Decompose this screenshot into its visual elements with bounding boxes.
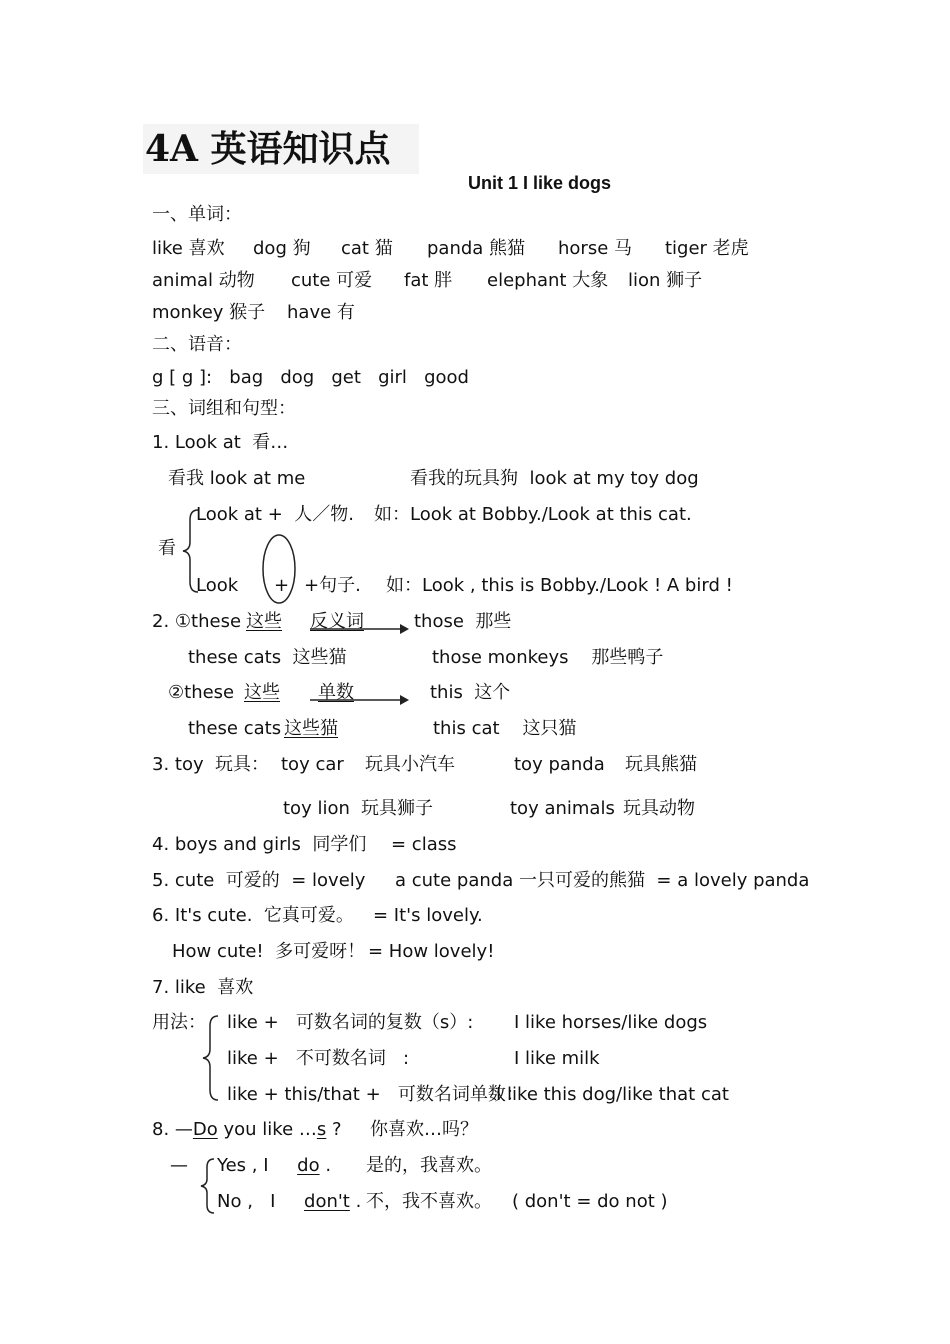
item-8-question: 8. —Do you like …s ? <box>152 1119 342 1140</box>
item-2-word: 这些 <box>244 682 280 703</box>
vocab-word: panda 熊猫 <box>427 238 526 259</box>
item-2-word: 这些 <box>246 611 282 632</box>
item-7-rule: like + this/that + 可数名词单数： <box>227 1084 524 1105</box>
item-5-heading: 5. cute 可爱的 = lovely <box>152 870 366 891</box>
item-3-example: toy panda <box>514 754 605 775</box>
item-2-heading: 2. ①these <box>152 611 242 632</box>
item-2-example: this cat 这只猫 <box>433 718 577 739</box>
page-title: 4A 英语知识点 <box>143 124 419 174</box>
item-6-example: How cute! 多可爱呀！ <box>172 941 366 962</box>
phonics-line: g [ g ]: bag dog get girl good <box>152 367 469 388</box>
item-1-rule-example: 如：Look , this is Bobby./Look ! A bird ! <box>386 575 733 596</box>
item-7-rule: like + 可数名词的复数（s）: <box>227 1012 474 1033</box>
item-8-answer-yes-cn: 是的，我喜欢。 <box>366 1155 492 1176</box>
vocab-word: horse 马 <box>558 238 632 259</box>
item-4-equivalent: = class <box>391 834 457 855</box>
vocab-word: tiger 老虎 <box>665 238 749 259</box>
item-2-word: this 这个 <box>430 682 511 703</box>
plus-sign: + <box>274 575 290 596</box>
section-vocabulary-heading: 一、单词： <box>152 204 242 225</box>
vocab-word: fat 胖 <box>404 270 453 291</box>
item-7-example: I like milk <box>514 1048 600 1069</box>
item-3-example: toy car <box>281 754 344 775</box>
item-2-example: these cats 这些猫 <box>188 647 347 668</box>
item-8-note: ( don't = do not ) <box>512 1191 668 1212</box>
section-phrases-heading: 三、词组和句型： <box>152 398 296 419</box>
item-7-heading: 7. like 喜欢 <box>152 977 254 998</box>
item-1-rule-example: 如：Look at Bobby./Look at this cat. <box>374 504 692 525</box>
item-2-relation: 反义词 <box>310 611 364 632</box>
vocab-word: have 有 <box>287 302 355 323</box>
item-3-example: 玩具动物 <box>623 798 695 819</box>
item-2-example: these cats <box>188 718 282 739</box>
item-2-example-cn: 这些猫 <box>284 718 338 739</box>
item-7-example: I like horses/like dogs <box>514 1012 708 1033</box>
unit-title: Unit 1 I like dogs <box>468 173 612 193</box>
item-1-heading: 1. Look at 看… <box>152 432 289 453</box>
item-6-equivalent: = How lovely! <box>368 941 495 962</box>
item-7-example: I like this dog/like that cat <box>496 1084 729 1105</box>
vocab-word: animal 动物 <box>152 270 255 291</box>
arrow-right-icon <box>310 622 410 636</box>
item-3-example: toy animals <box>510 798 615 819</box>
item-1-rule: +句子. <box>304 575 361 596</box>
item-1-rule: Look at + 人／物. <box>196 504 354 525</box>
item-6-heading: 6. It's cute. 它真可爱。 <box>152 905 354 926</box>
item-1-example: 看我 look at me <box>168 468 306 489</box>
item-8-answer-no: No , I don't . <box>217 1191 362 1212</box>
item-3-example: toy lion <box>283 798 350 819</box>
vocab-word: cat 猫 <box>341 238 393 259</box>
item-1-example: 看我的玩具狗 look at my toy dog <box>410 468 699 489</box>
section-phonics-heading: 二、语音： <box>152 334 242 355</box>
vocab-word: monkey 猴子 <box>152 302 266 323</box>
item-2-example: those monkeys 那些鸭子 <box>432 647 664 668</box>
item-8-answer-yes: Yes , I do . <box>217 1155 332 1176</box>
vocab-word: dog 狗 <box>253 238 311 259</box>
curly-brace-icon <box>200 1014 222 1102</box>
item-7-rule: like + 不可数名词 : <box>227 1048 410 1069</box>
item-5-example: a cute panda 一只可爱的熊猫 = a lovely panda <box>395 870 810 891</box>
vocab-word: elephant 大象 <box>487 270 609 291</box>
item-2-relation: 单数 <box>318 682 354 703</box>
arrow-right-icon <box>310 693 410 707</box>
item-8-dash: — <box>170 1155 188 1176</box>
item-3-example: 玩具狮子 <box>361 798 433 819</box>
item-6-equivalent: = It's lovely. <box>373 905 483 926</box>
vocab-word: cute 可爱 <box>291 270 373 291</box>
item-1-rule: Look <box>196 575 239 596</box>
vocab-word: like 喜欢 <box>152 238 225 259</box>
item-3-example: 玩具小汽车 <box>365 754 455 775</box>
curly-brace-icon <box>198 1157 218 1215</box>
item-3-heading: 3. toy 玩具： <box>152 754 270 775</box>
item-8-answer-no-cn: 不，我不喜欢。 <box>366 1191 492 1212</box>
item-1-kan-label: 看 <box>158 538 176 559</box>
item-7-usage-label: 用法： <box>152 1012 206 1033</box>
vocab-word: lion 狮子 <box>628 270 703 291</box>
item-3-example: 玩具熊猫 <box>625 754 697 775</box>
item-2-word: those 那些 <box>414 611 512 632</box>
item-4-heading: 4. boys and girls 同学们 <box>152 834 367 855</box>
item-8-question-cn: 你喜欢…吗？ <box>370 1119 478 1140</box>
item-2-heading: ②these <box>168 682 235 703</box>
